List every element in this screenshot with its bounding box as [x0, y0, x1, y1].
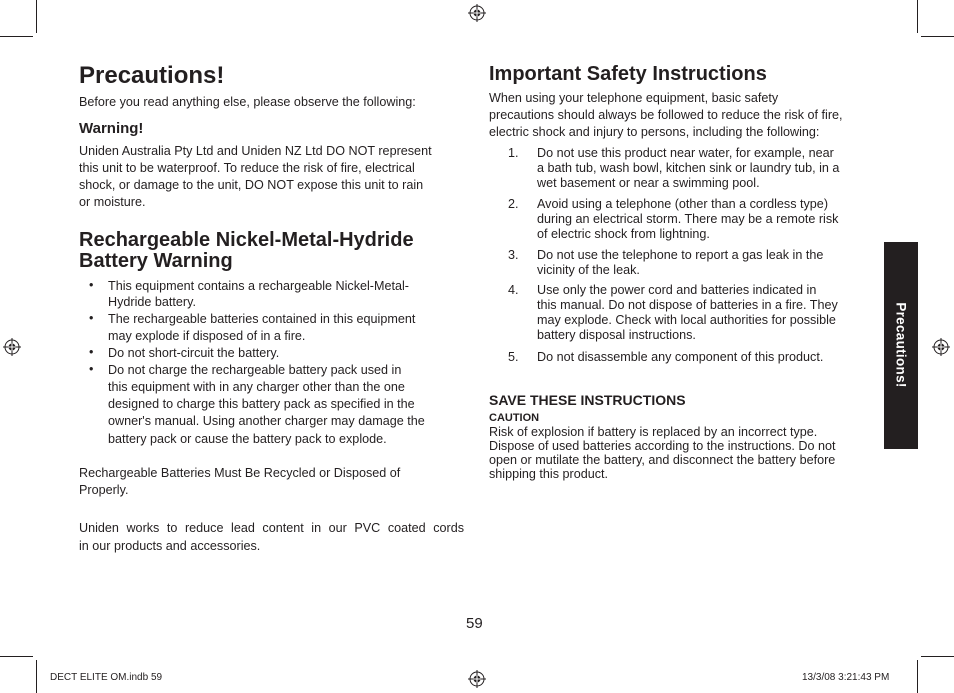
lead-text: Uniden works to reduce lead content in our PVC coated cords	[79, 521, 464, 535]
bullet-line: owner's manual. Using another charger may damage the	[108, 414, 425, 428]
safety-intro-line: electric shock and injury to persons, including the following:	[489, 125, 820, 139]
bullet-icon: •	[89, 278, 94, 292]
item-number: 4.	[508, 283, 519, 297]
page-number: 59	[466, 615, 483, 632]
battery-heading: Battery Warning	[79, 250, 233, 272]
item-line: Do not use the telephone to report a gas leak in the	[537, 248, 824, 262]
bullet-icon: •	[89, 362, 94, 376]
item-line: a bath tub, wash bowl, kitchen sink or laundry tub, in a	[537, 161, 840, 175]
registration-mark-icon	[932, 338, 950, 356]
caution-label: CAUTION	[489, 412, 540, 424]
item-line: of electric shock from lightning.	[537, 227, 710, 241]
item-line: during an electrical storm. There may be a remote risk	[537, 212, 839, 226]
bullet-line: The rechargeable batteries contained in this equipment	[108, 312, 416, 326]
crop-mark	[917, 0, 918, 33]
side-tab-label: Precautions!	[893, 302, 909, 388]
item-number: 5.	[508, 350, 519, 364]
lead-text: in our products and accessories.	[79, 539, 261, 553]
caution-line: Dispose of used batteries according to the instructions. Do not	[489, 439, 836, 453]
bullet-line: this equipment with in any charger other than the one	[108, 380, 405, 394]
item-line: wet basement or near a swimming pool.	[537, 176, 760, 190]
page-title: Precautions!	[79, 62, 225, 89]
intro-text: Before you read anything else, please observe the following:	[79, 95, 416, 109]
registration-mark-icon	[468, 4, 486, 22]
bullet-line: This equipment contains a rechargeable Nickel-Metal-	[108, 279, 409, 293]
bullet-line: battery pack or cause the battery pack to explode.	[108, 432, 387, 446]
crop-mark	[917, 660, 918, 693]
item-number: 3.	[508, 248, 519, 262]
item-line: Do not use this product near water, for example, near	[537, 146, 834, 160]
item-line: this manual. Do not dispose of batteries in a fire. They	[537, 298, 838, 312]
warning-line: shock, or damage to the unit, DO NOT expose this unit to rain	[79, 178, 424, 192]
crop-mark	[0, 656, 33, 657]
crop-mark	[0, 36, 33, 37]
bullet-icon: •	[89, 345, 94, 359]
footer-file: DECT ELITE OM.indb 59	[50, 672, 163, 683]
registration-mark-icon	[3, 338, 21, 356]
crop-mark	[921, 656, 954, 657]
item-line: Avoid using a telephone (other than a cordless type)	[537, 197, 829, 211]
safety-title: Important Safety Instructions	[489, 63, 767, 85]
section-side-tab	[884, 242, 918, 449]
warning-line: or moisture.	[79, 195, 146, 209]
warning-line: this unit to be waterproof. To reduce the risk of fire, electrical	[79, 161, 415, 175]
caution-line: shipping this product.	[489, 467, 609, 481]
crop-mark	[921, 36, 954, 37]
item-number: 2.	[508, 197, 519, 211]
bullet-line: Do not charge the rechargeable battery pack used in	[108, 363, 402, 377]
footer-timestamp: 13/3/08 3:21:43 PM	[802, 672, 890, 683]
recycle-text: Rechargeable Batteries Must Be Recycled or Disposed of	[79, 466, 401, 480]
crop-mark	[36, 660, 37, 693]
item-line: battery disposal instructions.	[537, 328, 696, 342]
bullet-icon: •	[89, 311, 94, 325]
caution-line: open or mutilate the battery, and disconnect the battery before	[489, 453, 836, 467]
safety-intro-line: precautions should always be followed to reduce the risk of fire,	[489, 108, 843, 122]
warning-heading: Warning!	[79, 120, 144, 137]
item-line: Use only the power cord and batteries indicated in	[537, 283, 817, 297]
registration-mark-icon	[468, 670, 486, 688]
item-line: Do not disassemble any component of this product.	[537, 350, 824, 364]
battery-heading: Rechargeable Nickel-Metal-Hydride	[79, 229, 414, 251]
save-heading: SAVE THESE INSTRUCTIONS	[489, 392, 686, 408]
item-number: 1.	[508, 146, 519, 160]
caution-line: Risk of explosion if battery is replaced by an incorrect type.	[489, 425, 818, 439]
bullet-line: designed to charge this battery pack as specified in the	[108, 397, 415, 411]
bullet-line: Hydride battery.	[108, 295, 196, 309]
item-line: may explode. Check with local authorities for possible	[537, 313, 836, 327]
bullet-line: may explode if disposed of in a fire.	[108, 329, 306, 343]
warning-line: Uniden Australia Pty Ltd and Uniden NZ Ltd DO NOT represent	[79, 144, 432, 158]
bullet-line: Do not short-circuit the battery.	[108, 346, 280, 360]
item-line: vicinity of the leak.	[537, 263, 640, 277]
safety-intro-line: When using your telephone equipment, basic safety	[489, 91, 779, 105]
recycle-text: Properly.	[79, 483, 129, 497]
crop-mark	[36, 0, 37, 33]
